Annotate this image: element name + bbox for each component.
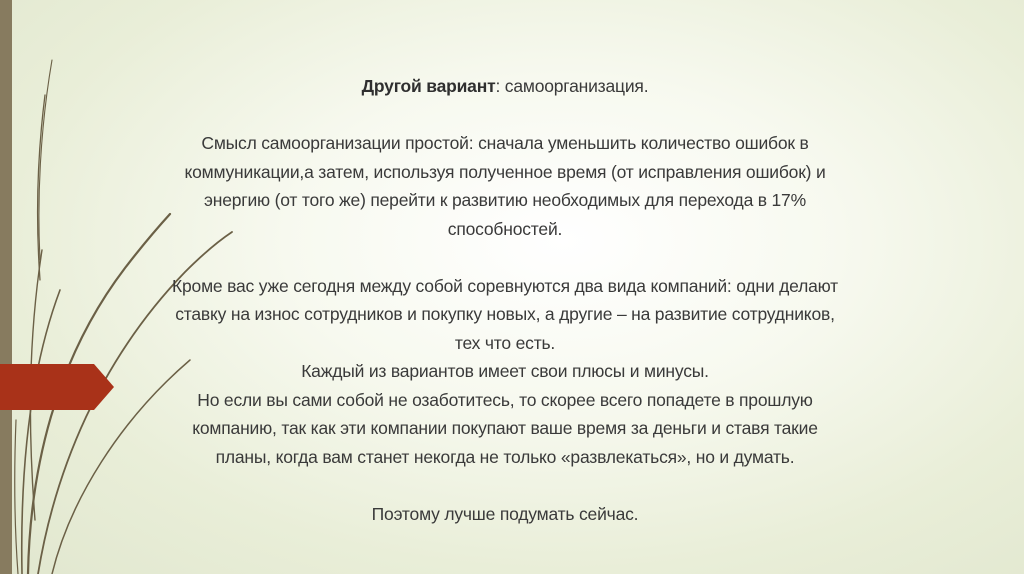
paragraph-1-line-1: Смысл самоорганизации простой: сначала уменьшить количество ошибок в bbox=[201, 133, 809, 153]
heading-bold-text: Другой вариант bbox=[361, 76, 496, 96]
paragraph-2-line-7: планы, когда вам станет некогда не только «развлекаться», но и думать. bbox=[215, 446, 795, 467]
paragraph-2-line-2: ставку на износ сотрудников и покупку новых, а другие – на развитие сотрудников, bbox=[175, 304, 835, 324]
paragraph-1-line-2: коммуникации,а затем, используя полученное время (от исправления ошибок) и bbox=[184, 161, 826, 182]
paragraph-2-line-4: Каждый из вариантов имеет свои плюсы и минусы. bbox=[301, 361, 709, 381]
paragraph-2-line-6: компанию, так как эти компании покупают ваше время за деньги и ставя такие bbox=[192, 418, 818, 438]
slide-text bbox=[110, 72, 900, 528]
conclusion-line: Поэтому лучше подумать сейчас. bbox=[371, 503, 639, 524]
paragraph-1-line-3: энергию (от того же) перейти к развитию необходимых для перехода в 17% bbox=[204, 190, 806, 210]
slide-heading bbox=[110, 72, 900, 101]
red-arrow-accent bbox=[0, 364, 114, 410]
paragraph-2-line-5: Но если вы сами собой не озаботитесь, то скорее всего попадете в прошлую bbox=[197, 389, 813, 410]
heading-rest-text: : самоорганизация. bbox=[495, 76, 649, 96]
paragraph-1-line-4: способностей. bbox=[447, 218, 563, 239]
paragraph-2-line-1: Кроме вас уже сегодня между собой соревнуются два вида компаний: одни делают bbox=[172, 275, 838, 296]
paragraph-2-line-3: тех что есть. bbox=[454, 332, 556, 353]
